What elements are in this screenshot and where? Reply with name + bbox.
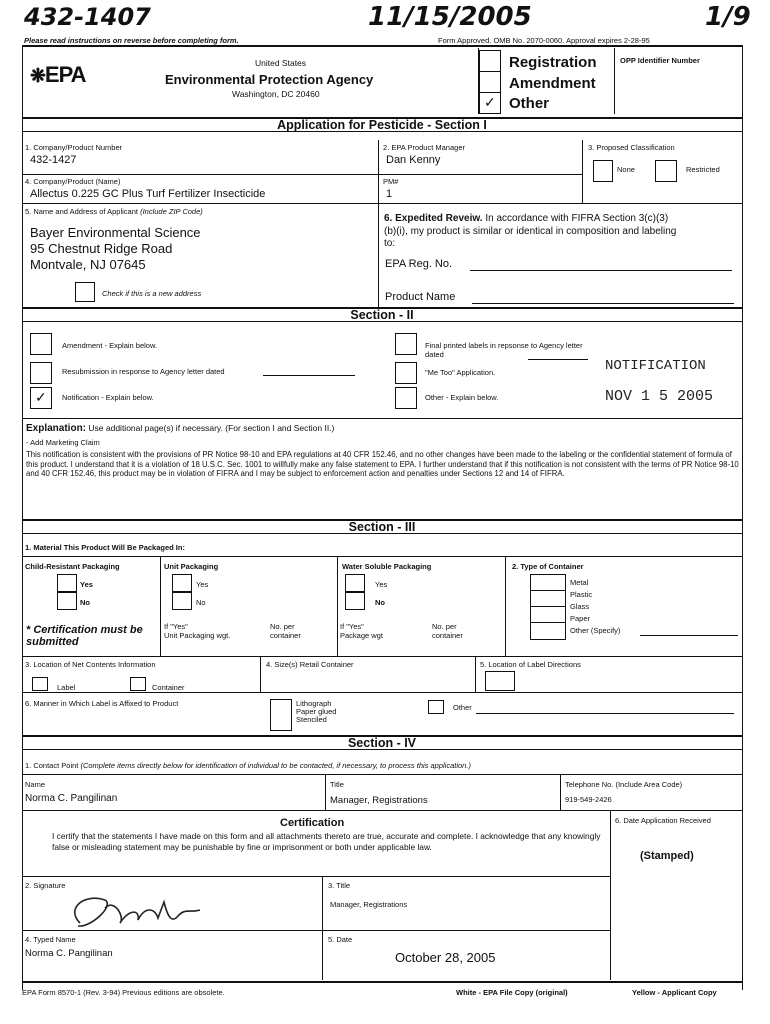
manner-other-checkbox[interactable] (428, 700, 444, 714)
epa-logo-text: EPA (44, 62, 86, 87)
container-type-plastic: Plastic (570, 590, 593, 599)
me-too-checkbox[interactable] (395, 362, 417, 384)
option-amendment: Amendment (509, 75, 596, 92)
stamp-title: NOTIFICATION (605, 358, 706, 374)
net-container-option: Container (152, 683, 185, 692)
directions-label: 5. Location of Label Directions (480, 660, 581, 669)
signed-date: October 28, 2005 (395, 950, 496, 965)
handwritten-date: 11/15/2005 (368, 2, 532, 32)
expedited-review: 6. Expedited Reveiw. In accordance with FIFRA Section 3(c)(3) (b)(i), my product is similar or identical in composition and labeling to: (384, 213, 677, 249)
explanation-body: This notification is consistent with the provisions of PR Notice 98-10 and EPA regulations at 40 CFR 152.46, and no other changes have been made to the labeling or the confidential statement of formula of this product. I understand that it is a violation of 18 U.S.C. Sec. 1001 to willfully make any false statement to EPA. I further understand that if this notification is not consistent with the terms of PR Notice 98-10 and 40 CFR 152.46, this product may be in violation of FIFRA and I may be subject to enforcement action and penalties under Sections 12 and 14 of FIFRA. (26, 450, 739, 478)
contact-title: Manager, Registrations (330, 795, 428, 806)
agency-top: United States (255, 58, 307, 68)
container-type-glass: Glass (570, 602, 590, 611)
form-number: EPA Form 8570-1 (Rev. 3-94) Previous editions are obsolete. (22, 988, 225, 997)
pm-label: PM# (383, 177, 399, 186)
manner-checkbox[interactable] (270, 699, 292, 731)
container-type-label: 2. Type of Container (512, 562, 584, 571)
water-if-yes: If "Yes" (340, 622, 364, 631)
manner-option-paper: Paper glued (296, 707, 337, 716)
amendment-explain-checkbox[interactable] (30, 333, 52, 355)
product-manager: Dan Kenny (386, 154, 441, 166)
name-label: Name (25, 780, 46, 789)
restricted-checkbox[interactable] (655, 160, 677, 182)
instructions: Please read instructions on reverse before completing form. (24, 36, 239, 45)
section4-title: Section - IV (22, 735, 742, 750)
container-type-paper: Paper (570, 614, 591, 623)
product-name-label-2: Product Name (385, 291, 456, 303)
water-label: Water Soluble Packaging (342, 562, 432, 571)
none-label: None (617, 165, 635, 174)
certification-text: I certify that the statements I have made on this form and all attachments thereto are true, accurate and complete. I acknowledge that any knowingly false or misleading statement may be punishable by fine or imprisonment or both under applicable law. (52, 831, 601, 852)
phone-label: Telephone No. (Include Area Code) (565, 780, 683, 789)
section1-title: Application for Pesticide - Section I (22, 117, 742, 132)
water-no-per: No. per (432, 622, 457, 631)
none-checkbox[interactable] (593, 160, 613, 182)
me-too-label: "Me Too" Application. (425, 368, 496, 377)
section3-title: Section - III (22, 519, 742, 534)
retail-label: 4. Size(s) Retail Container (266, 660, 354, 669)
form-approved: Form Approved. OMB No. 2070-0060. Approval expires 2-28-95 (438, 36, 650, 45)
notification-label: Notification - Explain below. (62, 393, 154, 402)
child-yes-checkbox[interactable] (57, 574, 77, 592)
child-label: Child-Resistant Packaging (25, 562, 120, 571)
option-other: Other (509, 95, 550, 112)
contact-label: 1. Contact Point (Complete items directly below for identification of individual to be contacted, if necessary, to process this application.) (25, 761, 471, 770)
signature-title-value: Manager, Registrations (330, 900, 408, 909)
child-no-label: No (80, 598, 90, 607)
unit-no-checkbox[interactable] (172, 592, 192, 610)
date-label: 5. Date (328, 935, 353, 944)
unit-if-yes: If "Yes" (164, 622, 188, 631)
epa-logo (30, 62, 86, 88)
company-number-label: 1. Company/Product Number (25, 143, 123, 152)
water-yes-checkbox[interactable] (345, 574, 365, 592)
material-label: 1. Material This Product Will Be Packaged In: (25, 543, 185, 552)
net-container-checkbox[interactable] (130, 677, 146, 691)
typed-name: Norma C. Pangilinan (25, 948, 113, 959)
title-label: Title (330, 780, 344, 789)
notification-stamp (605, 358, 713, 405)
amendment-explain-label: Amendment - Explain below. (62, 341, 158, 350)
stamped-label: (Stamped) (640, 850, 694, 862)
resubmission-label: Resubmission in response to Agency letter dated (62, 367, 225, 376)
signature-label: 2. Signature (25, 881, 66, 890)
directions-box[interactable] (485, 671, 515, 691)
manager-label: 2. EPA Product Manager (383, 143, 465, 152)
unit-wgt-label: Unit Packaging wgt. (164, 631, 231, 640)
agency-city: Washington, DC 20460 (232, 89, 320, 99)
unit-yes-checkbox[interactable] (172, 574, 192, 592)
child-no-checkbox[interactable] (57, 592, 77, 610)
restricted-label: Restricted (686, 165, 720, 174)
product-name-label: 4. Company/Product (Name) (25, 177, 121, 186)
other-checkbox[interactable] (479, 92, 501, 114)
applicant-line-3: Montvale, NJ 07645 (30, 257, 146, 272)
company-number: 432-1427 (30, 154, 77, 166)
manner-option-lithograph: Lithograph (296, 699, 332, 708)
date-received-label: 6. Date Application Received (615, 816, 711, 825)
copy-yellow: Yellow - Applicant Copy (632, 988, 717, 997)
water-yes-label: Yes (375, 580, 388, 589)
new-address-label: Check if this is a new address (102, 289, 202, 298)
container-type-boxes[interactable] (530, 574, 566, 640)
net-label-option: Label (57, 683, 76, 692)
manner-option-stenciled: Stenciled (296, 715, 327, 724)
notification-checkbox[interactable] (30, 387, 52, 409)
other-check-icon: ✓ (484, 94, 496, 110)
container-type-other: Other (Specify) (570, 626, 621, 635)
copy-white: White - EPA File Copy (original) (456, 988, 568, 997)
handwritten-id: 432-1407 (24, 3, 151, 31)
stamp-date: NOV 1 5 2005 (605, 388, 714, 405)
other-explain-checkbox[interactable] (395, 387, 417, 409)
resubmission-checkbox[interactable] (30, 362, 52, 384)
explanation-heading: Explanation: Use additional page(s) if necessary. (For section I and Section II.) (26, 423, 335, 434)
unit-no-per: No. per (270, 622, 295, 631)
typed-name-label: 4. Typed Name (25, 935, 76, 944)
manner-label: 6. Manner in Which Label is Affixed to Product (25, 699, 179, 708)
notification-check-icon: ✓ (35, 389, 47, 405)
new-address-checkbox[interactable] (75, 282, 95, 302)
certification-note: * Certification must be submitted (26, 624, 143, 648)
water-no-label: No (375, 598, 385, 607)
net-label-checkbox[interactable] (32, 677, 48, 691)
amendment-checkbox[interactable] (479, 71, 501, 93)
water-container: container (432, 631, 463, 640)
classification-label: 3. Proposed Classification (588, 143, 675, 152)
applicant-line-1: Bayer Environmental Science (30, 225, 201, 240)
applicant-label: 5. Name and Address of Applicant (Include ZIP Code) (25, 207, 203, 216)
pm-value: 1 (386, 188, 393, 200)
signature-title-label: 3. Title (328, 881, 351, 890)
manner-other-label: Other (453, 703, 472, 712)
applicant-line-2: 95 Chestnut Ridge Road (30, 241, 173, 256)
option-registration: Registration (509, 54, 597, 71)
explanation-item: - Add Marketing Claim (26, 438, 100, 447)
agency-name: Environmental Protection Agency (165, 72, 374, 87)
epa-logo-icon: ❋ (30, 66, 45, 87)
section2-title: Section - II (22, 307, 742, 322)
net-contents-label: 3. Location of Net Contents Information (25, 660, 156, 669)
handwritten-page: 1/9 (705, 2, 751, 32)
certification-title: Certification (280, 817, 345, 829)
final-labels-label: Final printed labels in repsonse to Agency letter dated (425, 341, 583, 359)
unit-yes-label: Yes (196, 580, 209, 589)
water-package-wgt: Package wgt (340, 631, 383, 640)
unit-container: container (270, 631, 301, 640)
water-no-checkbox[interactable] (345, 592, 365, 610)
unit-no-label: No (196, 598, 206, 607)
other-explain-label: Other - Explain below. (425, 393, 499, 402)
reg-no-label: EPA Reg. No. (385, 258, 453, 270)
product-name: Allectus 0.225 GC Plus Turf Fertilizer Insecticide (30, 188, 266, 200)
unit-label: Unit Packaging (164, 562, 219, 571)
final-labels-checkbox[interactable] (395, 333, 417, 355)
contact-phone: 919-549-2426 (565, 795, 612, 804)
container-type-metal: Metal (570, 578, 589, 587)
opp-label: OPP Identifier Number (620, 56, 700, 65)
contact-name: Norma C. Pangilinan (25, 793, 118, 804)
child-yes-label: Yes (80, 580, 93, 589)
registration-checkbox[interactable] (479, 50, 501, 72)
